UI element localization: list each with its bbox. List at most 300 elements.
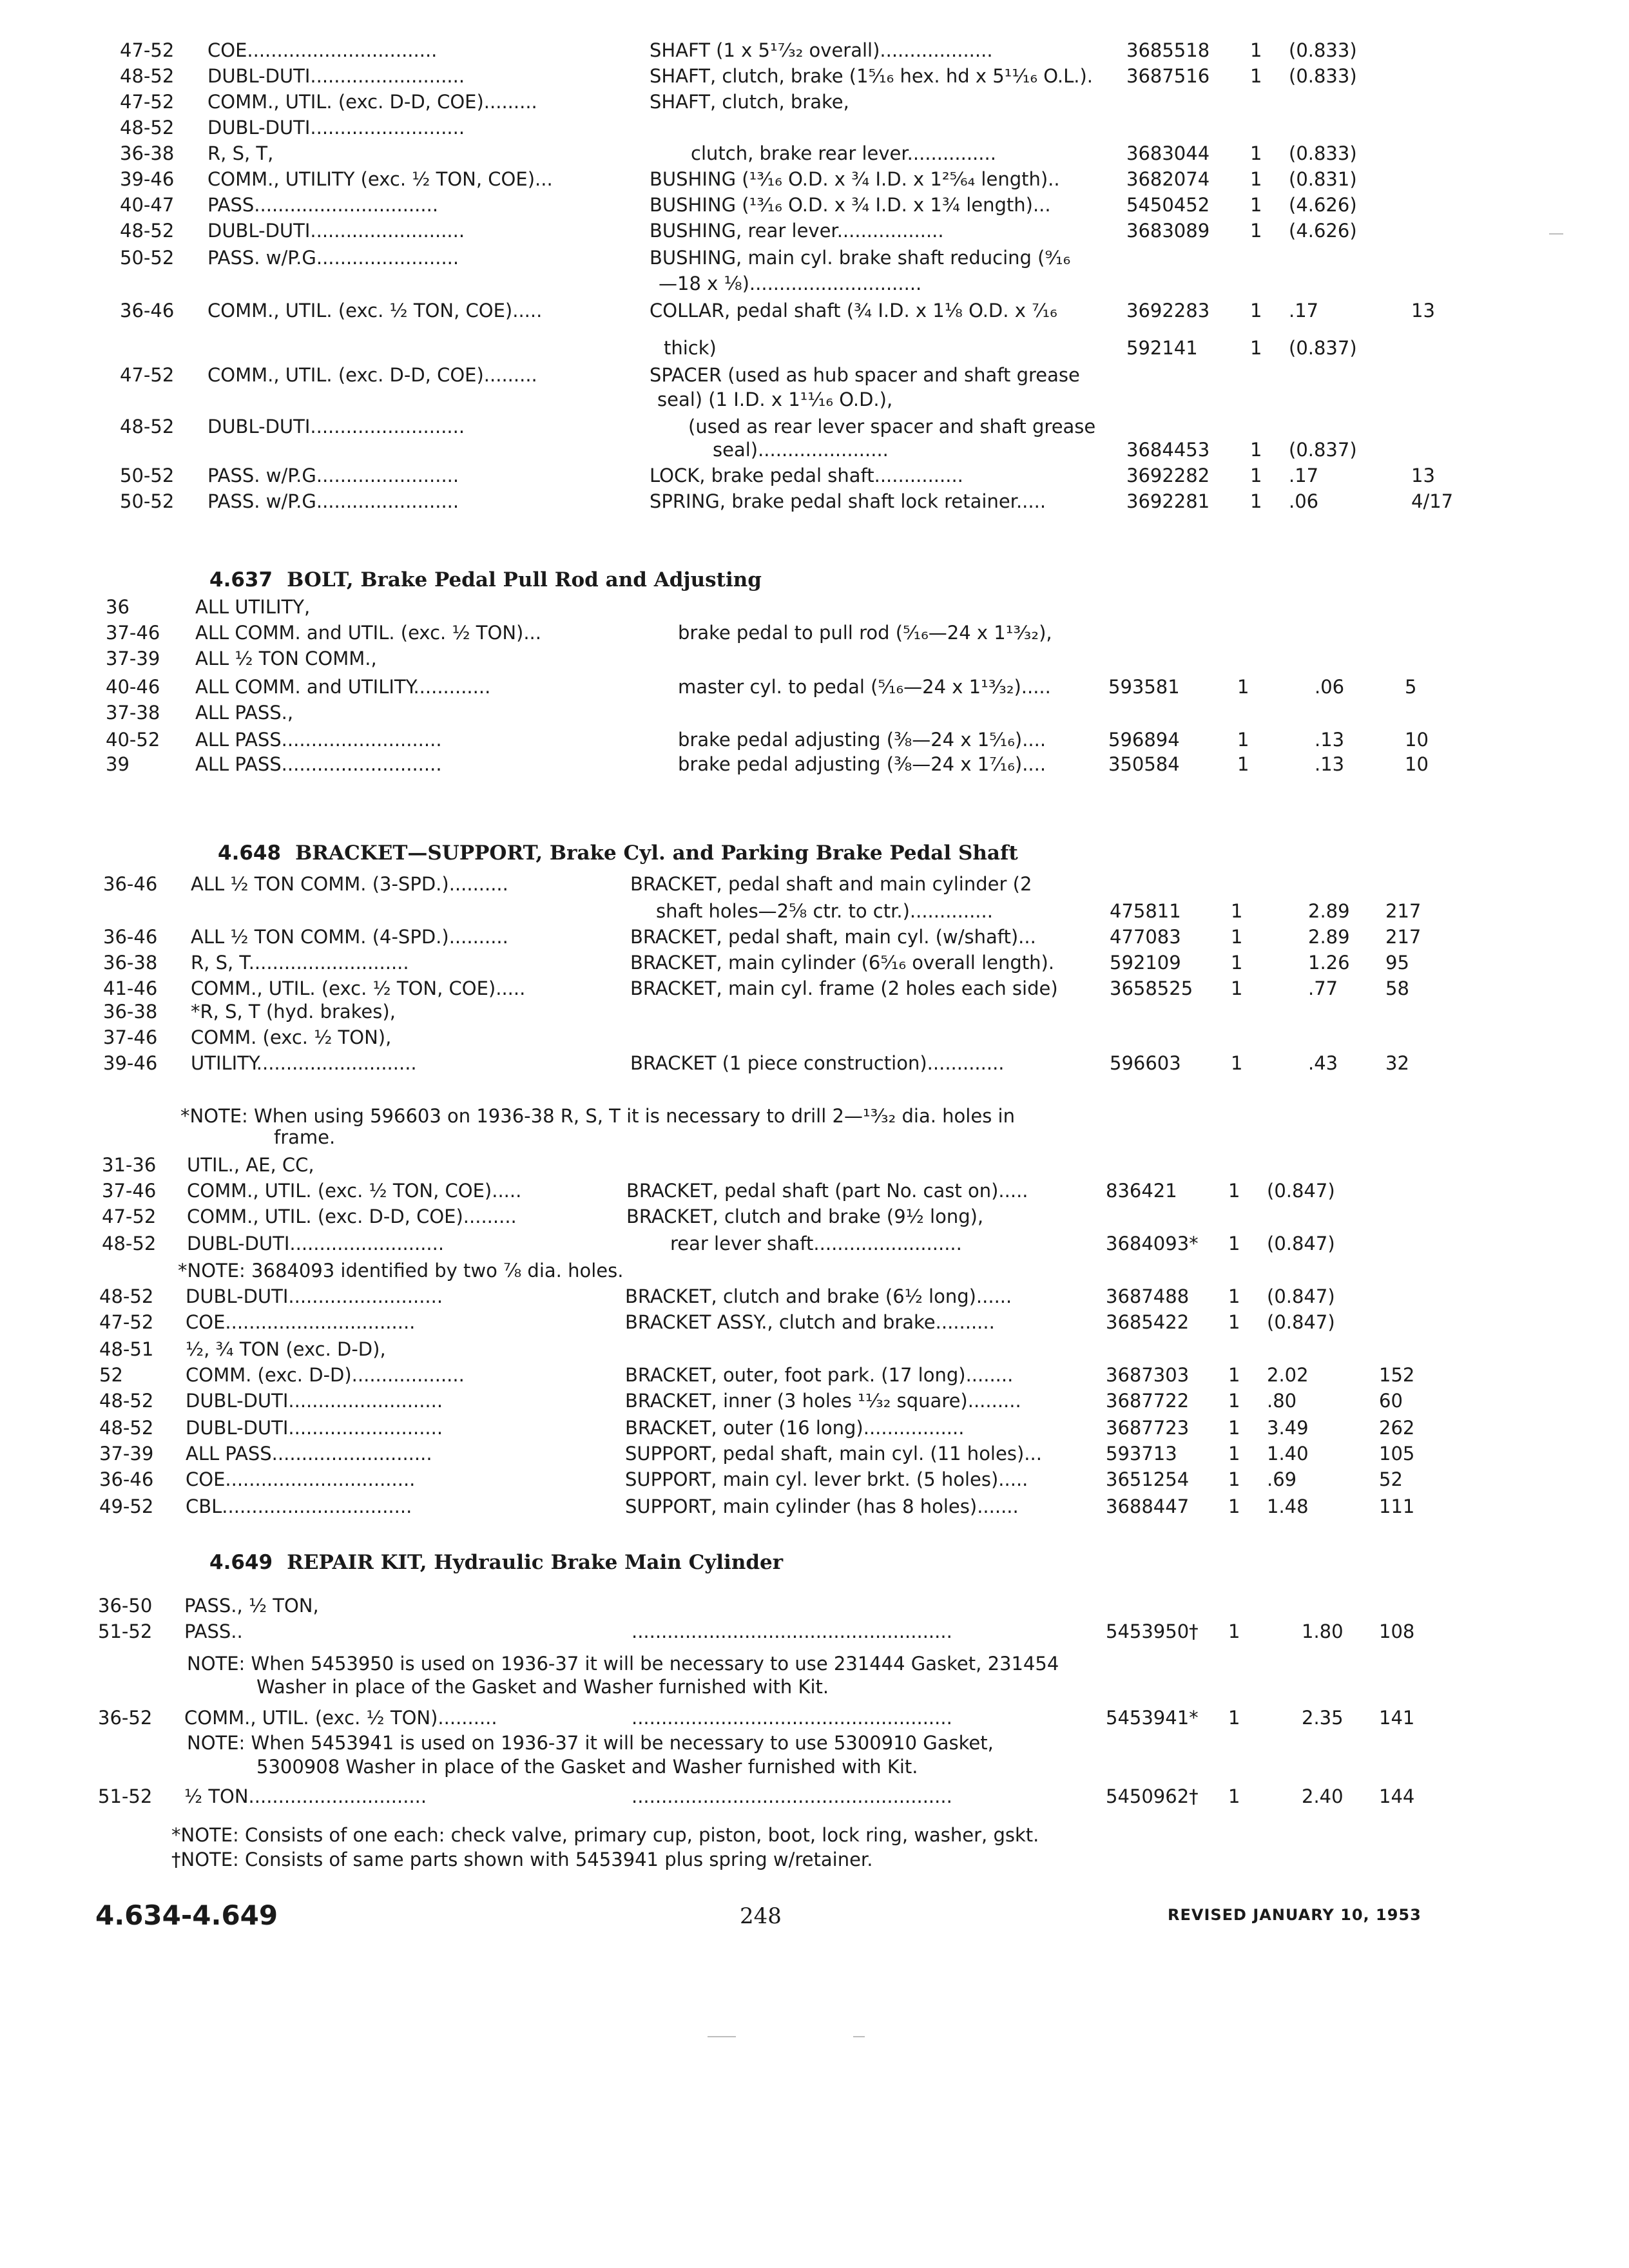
description-cell: ...................................................... (631, 1707, 952, 1729)
year-cell: 50-52 (120, 247, 175, 269)
model-cell: ALL PASS........................... (195, 753, 442, 775)
part-number-cell: 596894 (1108, 729, 1180, 751)
year-cell: 48-52 (120, 220, 175, 242)
model-cell: COE................................ (186, 1311, 416, 1333)
quantity-cell: 1 (1228, 1311, 1240, 1333)
year-cell: 47-52 (102, 1206, 157, 1227)
table-row (0, 488, 1629, 514)
table-row (0, 1283, 1629, 1309)
part-number-cell: 5450452 (1126, 194, 1210, 216)
model-cell: COMM., UTIL. (exc. ½ TON).......... (184, 1707, 497, 1729)
description-cell: BRACKET, main cylinder (6⁵⁄₁₆ overall length). (630, 952, 1055, 974)
quantity-cell: 1 (1250, 39, 1262, 61)
table-row (0, 727, 1629, 753)
description-cell: BUSHING (¹³⁄₁₆ O.D. x ¾ I.D. x 1²⁵⁄₆₄ length).. (650, 168, 1060, 190)
description-cell: BRACKET, clutch and brake (6½ long)...... (625, 1285, 1012, 1307)
price-cell: .17 (1289, 300, 1319, 322)
year-cell: 36-50 (98, 1595, 153, 1617)
weight-cell: 13 (1411, 465, 1435, 486)
model-cell: ALL COMM. and UTILITY............. (195, 676, 491, 698)
year-cell: 37-46 (102, 1180, 157, 1202)
model-cell: DUBL-DUTI.......................... (207, 220, 465, 242)
price-cell: .06 (1289, 490, 1319, 512)
description-cell: SUPPORT, main cyl. lever brkt. (5 holes)..... (625, 1468, 1028, 1490)
quantity-cell: 1 (1228, 1468, 1240, 1490)
model-cell: ALL UTILITY, (195, 596, 311, 618)
model-cell: PASS., ½ TON, (184, 1595, 319, 1617)
model-cell: DUBL-DUTI.......................... (207, 65, 465, 87)
model-cell: ALL PASS., (195, 702, 294, 724)
price-cell: .69 (1267, 1468, 1297, 1490)
price-cell: (0.833) (1289, 65, 1357, 87)
model-cell: UTIL., AE, CC, (187, 1154, 314, 1176)
price-cell: 2.89 (1308, 926, 1350, 948)
description-cell: BRACKET, main cyl. frame (2 holes each side) (630, 977, 1058, 999)
model-cell: ALL ½ TON COMM. (4-SPD.).......... (191, 926, 508, 948)
table-row (0, 63, 1629, 89)
section-range: 4.634-4.649 (95, 1899, 278, 1931)
model-cell: COMM., UTIL. (exc. D-D, COE)......... (207, 364, 537, 386)
quantity-cell: 1 (1228, 1233, 1240, 1254)
price-cell: 1.48 (1267, 1495, 1309, 1517)
part-number-cell: 3687303 (1106, 1364, 1190, 1386)
description-cell: thick) (664, 337, 717, 359)
note-dagger: †NOTE: Consists of same parts shown with 5453941 plus spring w/retainer. (171, 1849, 873, 1870)
description-cell: brake pedal to pull rod (⁵⁄₁₆—24 x 1¹³⁄₃₂), (678, 622, 1052, 644)
year-cell: 36-52 (98, 1707, 153, 1729)
part-number-cell: 3692283 (1126, 300, 1210, 322)
table-row (0, 1336, 1629, 1362)
table-row (0, 975, 1629, 1001)
quantity-cell: 1 (1231, 926, 1243, 948)
part-number-cell: 3685518 (1126, 39, 1210, 61)
part-number-cell: 3682074 (1126, 168, 1210, 190)
description-cell: (used as rear lever spacer and shaft grease (688, 416, 1096, 437)
model-cell: PASS. w/P.G........................ (207, 490, 459, 512)
model-cell: COMM., UTIL. (exc. ½ TON, COE)..... (207, 300, 543, 322)
price-cell: (0.833) (1289, 142, 1357, 164)
part-number-cell: 592109 (1110, 952, 1181, 974)
section-number: 4.648 (218, 841, 282, 865)
description-cell: SHAFT (1 x 5¹⁷⁄₃₂ overall)................... (650, 39, 993, 61)
description-cell: BRACKET, clutch and brake (9½ long), (626, 1206, 984, 1227)
part-number-cell: 3684093* (1106, 1233, 1199, 1254)
description-cell: seal)...................... (713, 439, 889, 461)
section-number: 4.649 (209, 1551, 273, 1574)
model-cell: R, S, T, (207, 142, 274, 164)
table-row (0, 335, 1629, 361)
year-cell: 51-52 (98, 1620, 153, 1642)
table-row (0, 871, 1629, 897)
section-title: BRACKET—SUPPORT, Brake Cyl. and Parking Brake Pedal Shaft (295, 841, 1018, 865)
model-cell: PASS.. (184, 1620, 243, 1642)
model-cell: COE................................ (186, 1468, 416, 1490)
year-cell: 48-52 (120, 65, 175, 87)
description-cell: seal) (1 I.D. x 1¹¹⁄₁₆ O.D.), (657, 389, 893, 410)
description-cell: BRACKET (1 piece construction)............. (630, 1052, 1005, 1074)
table-row (0, 1783, 1629, 1809)
note-3684093: *NOTE: 3684093 identified by two ⅞ dia. holes. (178, 1260, 624, 1282)
year-cell: 36 (106, 596, 130, 618)
table-row (0, 1050, 1629, 1076)
table-row (0, 89, 1629, 115)
year-cell: 48-52 (99, 1285, 154, 1307)
description-cell: LOCK, brake pedal shaft............... (650, 465, 963, 486)
year-cell: 36-46 (103, 926, 158, 948)
note-5453950: NOTE: When 5453950 is used on 1936-37 it will be necessary to use 231444 Gasket, 231454 (187, 1653, 1059, 1675)
model-cell: DUBL-DUTI.......................... (186, 1285, 443, 1307)
part-number-cell: 3687488 (1106, 1285, 1190, 1307)
price-cell: 2.35 (1302, 1707, 1344, 1729)
scan-mark (853, 2036, 865, 2037)
description-cell: COLLAR, pedal shaft (¾ I.D. x 1⅛ O.D. x ⁷⁄₁₆ (650, 300, 1057, 322)
part-number-cell: 477083 (1110, 926, 1181, 948)
year-cell: 31-36 (102, 1154, 157, 1176)
year-cell: 39 (106, 753, 130, 775)
description-cell: brake pedal adjusting (⅜—24 x 1⁵⁄₁₆).... (678, 729, 1046, 751)
price-cell: (0.833) (1289, 39, 1357, 61)
price-cell: 1.40 (1267, 1443, 1309, 1465)
model-cell: ALL ½ TON COMM., (195, 648, 377, 669)
description-cell: BRACKET, pedal shaft and main cylinder (2 (630, 873, 1032, 895)
year-cell: 36-46 (103, 873, 158, 895)
year-cell: 36-46 (99, 1468, 154, 1490)
model-cell: ALL COMM. and UTIL. (exc. ½ TON)... (195, 622, 541, 644)
table-row (0, 1362, 1629, 1388)
description-cell: BUSHING, main cyl. brake shaft reducing (⁹⁄₁₆ (650, 247, 1071, 269)
year-cell: 48-51 (99, 1338, 154, 1360)
price-cell: (0.847) (1267, 1180, 1335, 1202)
price-cell: .17 (1289, 465, 1319, 486)
quantity-cell: 1 (1228, 1180, 1240, 1202)
model-cell: PASS. w/P.G........................ (207, 465, 459, 486)
year-cell: 48-52 (99, 1390, 154, 1412)
quantity-cell: 1 (1250, 168, 1262, 190)
price-cell: 3.49 (1267, 1417, 1309, 1439)
part-number-cell: 3692282 (1126, 465, 1210, 486)
section-heading-4-637 (209, 567, 762, 593)
year-cell: 50-52 (120, 465, 175, 486)
quantity-cell: 1 (1237, 729, 1249, 751)
part-number-cell: 596603 (1110, 1052, 1181, 1074)
table-row (0, 37, 1629, 63)
weight-cell: 141 (1379, 1707, 1415, 1729)
description-cell: clutch, brake rear lever............... (691, 142, 996, 164)
year-cell: 52 (99, 1364, 123, 1386)
table-row (0, 463, 1629, 488)
model-cell: COMM., UTIL. (exc. ½ TON, COE)..... (187, 1180, 522, 1202)
model-cell: DUBL-DUTI.......................... (207, 117, 465, 139)
description-cell: SPACER (used as hub spacer and shaft grease (650, 364, 1080, 386)
model-cell: COMM., UTIL. (exc. D-D, COE)......... (207, 91, 537, 113)
model-cell: COMM., UTIL. (exc. D-D, COE)......... (187, 1206, 517, 1227)
part-number-cell: 3687516 (1126, 65, 1210, 87)
table-row (0, 1024, 1629, 1050)
table-row (0, 674, 1629, 700)
scan-mark (1549, 233, 1563, 235)
part-number-cell: 5453950† (1106, 1620, 1199, 1642)
description-cell: BRACKET, pedal shaft, main cyl. (w/shaft)... (630, 926, 1036, 948)
quantity-cell: 1 (1250, 490, 1262, 512)
quantity-cell: 1 (1231, 952, 1243, 974)
year-cell: 47-52 (120, 364, 175, 386)
price-cell: .77 (1308, 977, 1338, 999)
table-row (0, 140, 1629, 166)
price-cell: (0.831) (1289, 168, 1357, 190)
quantity-cell: 1 (1250, 337, 1262, 359)
table-row (0, 218, 1629, 244)
part-number-cell: 3687723 (1106, 1417, 1190, 1439)
year-cell: 40-46 (106, 676, 160, 698)
price-cell: 2.02 (1267, 1364, 1309, 1386)
description-cell: master cyl. to pedal (⁵⁄₁₆—24 x 1¹³⁄₃₂)..... (678, 676, 1051, 698)
price-cell: .13 (1315, 753, 1345, 775)
model-cell: ½, ¾ TON (exc. D-D), (186, 1338, 386, 1360)
part-number-cell: 3683044 (1126, 142, 1210, 164)
table-row (0, 437, 1629, 463)
price-cell: (0.847) (1267, 1311, 1335, 1333)
table-row (0, 924, 1629, 950)
part-number-cell: 350584 (1108, 753, 1180, 775)
year-cell: 48-52 (120, 416, 175, 437)
table-row (0, 594, 1629, 620)
quantity-cell: 1 (1231, 977, 1243, 999)
model-cell: DUBL-DUTI.......................... (186, 1417, 443, 1439)
description-cell: —18 x ⅛)............................. (659, 273, 922, 294)
price-cell: (0.847) (1267, 1233, 1335, 1254)
description-cell: SHAFT, clutch, brake, (650, 91, 849, 113)
model-cell: R, S, T........................... (191, 952, 409, 974)
year-cell: 48-52 (99, 1417, 154, 1439)
table-row (0, 999, 1629, 1024)
quantity-cell: 1 (1250, 65, 1262, 87)
table-row (0, 1441, 1629, 1466)
model-cell: COMM. (exc. D-D)................... (186, 1364, 465, 1386)
table-row (0, 1466, 1629, 1492)
year-cell: 36-46 (120, 300, 175, 322)
weight-cell: 32 (1385, 1052, 1409, 1074)
part-number-cell: 592141 (1126, 337, 1198, 359)
model-cell: CBL................................ (186, 1495, 412, 1517)
weight-cell: 105 (1379, 1443, 1415, 1465)
table-row (0, 1388, 1629, 1414)
quantity-cell: 1 (1228, 1417, 1240, 1439)
table-row (0, 298, 1629, 323)
model-cell: UTILITY........................... (191, 1052, 417, 1074)
model-cell: ALL PASS........................... (186, 1443, 432, 1465)
weight-cell: 5 (1405, 676, 1417, 698)
quantity-cell: 1 (1228, 1285, 1240, 1307)
description-cell: SUPPORT, main cylinder (has 8 holes)....... (625, 1495, 1019, 1517)
model-cell: PASS. w/P.G........................ (207, 247, 459, 269)
price-cell: .43 (1308, 1052, 1338, 1074)
year-cell: 48-52 (102, 1233, 157, 1254)
description-cell: BRACKET, inner (3 holes ¹¹⁄₃₂ square)......... (625, 1390, 1021, 1412)
part-number-cell: 3687722 (1106, 1390, 1190, 1412)
note-5453950-cont: Washer in place of the Gasket and Washer furnished with Kit. (256, 1676, 829, 1698)
section-title: BOLT, Brake Pedal Pull Rod and Adjusting (287, 568, 762, 591)
part-number-cell: 3683089 (1126, 220, 1210, 242)
year-cell: 36-38 (103, 1001, 158, 1023)
quantity-cell: 1 (1250, 220, 1262, 242)
model-cell: ALL ½ TON COMM. (3-SPD.).......... (191, 873, 508, 895)
table-row (0, 1494, 1629, 1519)
year-cell: 48-52 (120, 117, 175, 139)
table-row (0, 751, 1629, 777)
price-cell: .80 (1267, 1390, 1297, 1412)
table-row (0, 414, 1629, 439)
table-row (0, 387, 1629, 412)
weight-cell: 52 (1379, 1468, 1403, 1490)
model-cell: *R, S, T (hyd. brakes), (191, 1001, 396, 1023)
weight-cell: 4/17 (1411, 490, 1454, 512)
weight-cell: 10 (1405, 729, 1429, 751)
note-asterisk: *NOTE: Consists of one each: check valve, primary cup, piston, boot, lock ring, washer, gskt. (171, 1824, 1039, 1846)
price-cell: .13 (1315, 729, 1345, 751)
weight-cell: 152 (1379, 1364, 1415, 1386)
price-cell: 1.80 (1302, 1620, 1344, 1642)
year-cell: 47-52 (99, 1311, 154, 1333)
year-cell: 40-47 (120, 194, 175, 216)
model-cell: DUBL-DUTI.......................... (187, 1233, 445, 1254)
section-number: 4.637 (209, 568, 273, 591)
description-cell: brake pedal adjusting (⅜—24 x 1⁷⁄₁₆).... (678, 753, 1046, 775)
description-cell: BRACKET, outer (16 long)................. (625, 1417, 965, 1439)
description-cell: BRACKET, outer, foot park. (17 long)........ (625, 1364, 1014, 1386)
table-row (0, 1178, 1629, 1204)
year-cell: 50-52 (120, 490, 175, 512)
part-number-cell: 5450962† (1106, 1785, 1199, 1807)
part-number-cell: 3692281 (1126, 490, 1210, 512)
weight-cell: 10 (1405, 753, 1429, 775)
quantity-cell: 1 (1228, 1785, 1240, 1807)
description-cell: SHAFT, clutch, brake (1⁵⁄₁₆ hex. hd x 5¹¹⁄₁₆ O.L.). (650, 65, 1093, 87)
weight-cell: 108 (1379, 1620, 1415, 1642)
part-number-cell: 3685422 (1106, 1311, 1190, 1333)
quantity-cell: 1 (1228, 1495, 1240, 1517)
description-cell: BUSHING, rear lever.................. (650, 220, 944, 242)
part-number-cell: 3684453 (1126, 439, 1210, 461)
part-number-cell: 593581 (1108, 676, 1180, 698)
quantity-cell: 1 (1231, 900, 1243, 922)
price-cell: (4.626) (1289, 194, 1357, 216)
year-cell: 37-39 (99, 1443, 154, 1465)
weight-cell: 13 (1411, 300, 1435, 322)
model-cell: ½ TON.............................. (184, 1785, 427, 1807)
table-row (0, 1619, 1629, 1644)
table-row (0, 646, 1629, 671)
quantity-cell: 1 (1250, 194, 1262, 216)
table-row (0, 1231, 1629, 1256)
quantity-cell: 1 (1250, 465, 1262, 486)
quantity-cell: 1 (1228, 1620, 1240, 1642)
section-title: REPAIR KIT, Hydraulic Brake Main Cylinder (287, 1551, 784, 1574)
note-5453941-cont: 5300908 Washer in place of the Gasket and Washer furnished with Kit. (256, 1756, 918, 1778)
year-cell: 37-46 (103, 1026, 158, 1048)
quantity-cell: 1 (1228, 1707, 1240, 1729)
table-row (0, 1705, 1629, 1731)
table-row (0, 950, 1629, 975)
note-5453941: NOTE: When 5453941 is used on 1936-37 it will be necessary to use 5300910 Gasket, (187, 1732, 994, 1754)
part-number-cell: 5453941* (1106, 1707, 1199, 1729)
description-cell: SUPPORT, pedal shaft, main cyl. (11 holes)... (625, 1443, 1042, 1465)
description-cell: BRACKET, pedal shaft (part No. cast on)..... (626, 1180, 1028, 1202)
table-row (0, 166, 1629, 192)
table-row (0, 898, 1629, 924)
year-cell: 47-52 (120, 91, 175, 113)
year-cell: 39-46 (120, 168, 175, 190)
revision-date: REVISED JANUARY 10, 1953 (1168, 1906, 1422, 1924)
quantity-cell: 1 (1228, 1390, 1240, 1412)
year-cell: 37-46 (106, 622, 160, 644)
note-596603-cont: frame. (274, 1126, 336, 1148)
part-number-cell: 475811 (1110, 900, 1181, 922)
quantity-cell: 1 (1228, 1443, 1240, 1465)
price-cell: (0.837) (1289, 439, 1357, 461)
weight-cell: 217 (1385, 900, 1422, 922)
quantity-cell: 1 (1250, 439, 1262, 461)
part-number-cell: 593713 (1106, 1443, 1177, 1465)
description-cell: BRACKET ASSY., clutch and brake.......... (625, 1311, 995, 1333)
section-heading-4-649 (209, 1550, 783, 1575)
weight-cell: 262 (1379, 1417, 1415, 1439)
model-cell: ALL PASS........................... (195, 729, 442, 751)
year-cell: 51-52 (98, 1785, 153, 1807)
weight-cell: 95 (1385, 952, 1409, 974)
table-row (0, 1152, 1629, 1178)
year-cell: 36-38 (120, 142, 175, 164)
year-cell: 47-52 (120, 39, 175, 61)
page-number: 248 (740, 1903, 782, 1929)
table-row (0, 245, 1629, 271)
weight-cell: 58 (1385, 977, 1409, 999)
note-596603: *NOTE: When using 596603 on 1936-38 R, S, T it is necessary to drill 2—¹³⁄₃₂ dia. holes in (180, 1105, 1015, 1127)
model-cell: COMM., UTILITY (exc. ½ TON, COE)... (207, 168, 553, 190)
quantity-cell: 1 (1237, 753, 1249, 775)
weight-cell: 144 (1379, 1785, 1415, 1807)
table-row (0, 700, 1629, 726)
section-heading-4-648 (218, 840, 1018, 866)
part-number-cell: 3658525 (1110, 977, 1193, 999)
quantity-cell: 1 (1231, 1052, 1243, 1074)
year-cell: 36-38 (103, 952, 158, 974)
quantity-cell: 1 (1250, 300, 1262, 322)
table-row (0, 620, 1629, 646)
model-cell: DUBL-DUTI.......................... (207, 416, 465, 437)
table-row (0, 192, 1629, 218)
price-cell: .06 (1315, 676, 1345, 698)
model-cell: DUBL-DUTI.......................... (186, 1390, 443, 1412)
weight-cell: 111 (1379, 1495, 1415, 1517)
part-number-cell: 3688447 (1106, 1495, 1190, 1517)
table-row (0, 362, 1629, 388)
description-cell: BUSHING (¹³⁄₁₆ O.D. x ¾ I.D. x 1¾ length)... (650, 194, 1051, 216)
quantity-cell: 1 (1250, 142, 1262, 164)
year-cell: 39-46 (103, 1052, 158, 1074)
model-cell: COMM., UTIL. (exc. ½ TON, COE)..... (191, 977, 526, 999)
year-cell: 40-52 (106, 729, 160, 751)
description-cell: ...................................................... (631, 1620, 952, 1642)
quantity-cell: 1 (1237, 676, 1249, 698)
table-row (0, 115, 1629, 140)
price-cell: (0.847) (1267, 1285, 1335, 1307)
part-number-cell: 3651254 (1106, 1468, 1190, 1490)
table-row (0, 1415, 1629, 1441)
table-row (0, 271, 1629, 296)
scan-mark (708, 2036, 736, 2037)
weight-cell: 60 (1379, 1390, 1403, 1412)
description-cell: shaft holes—2⅝ ctr. to ctr.).............. (656, 900, 993, 922)
